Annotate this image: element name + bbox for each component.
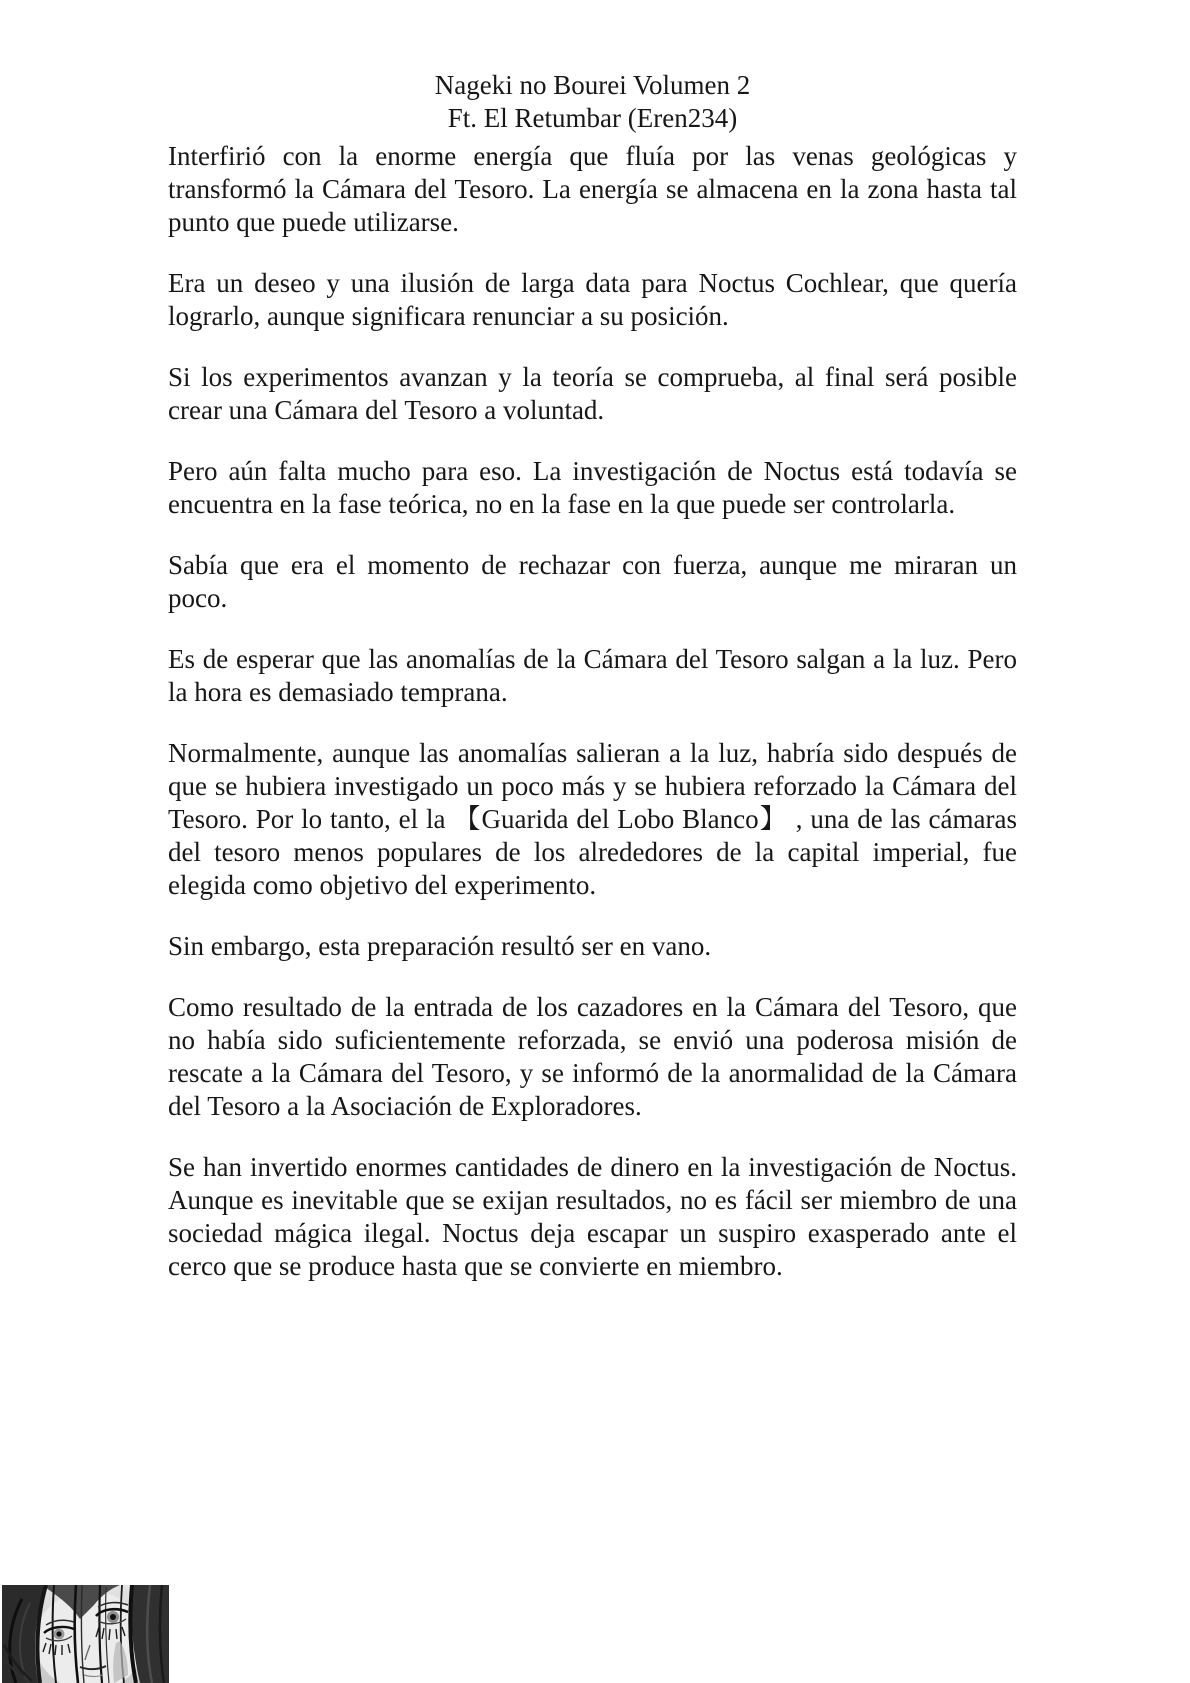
document-body: [168, 140, 1017, 1283]
paragraph-9: Como resultado de la entrada de los cazadores en la Cámara del Tesoro, que no había sido suficientemente reforzada, se envió una poderosa misión de rescate a la Cámara del Tesoro, y se informó de la anormalidad de la Cámara del Tesoro a la Asociación de Exploradores.: [168, 992, 1017, 1121]
manga-face-image: [2, 1585, 169, 1683]
text-block: [168, 69, 1017, 1283]
paragraph-4: Pero aún falta mucho para eso. La investigación de Noctus está todavía se encuentra en la fase teórica, no en la fase en la que puede ser controlarla.: [168, 456, 1017, 519]
paragraph-1: Interfirió con la enorme energía que fluía por las venas geológicas y transformó la Cámara del Tesoro. La energía se almacena en la zona hasta tal punto que puede utilizarse.: [168, 141, 1017, 237]
paragraph-2: Era un deseo y una ilusión de larga data para Noctus Cochlear, que quería lograrlo, aunque significara renunciar a su posición.: [168, 268, 1017, 331]
left-eye-pupil: [56, 1631, 61, 1636]
paragraph-3: Si los experimentos avanzan y la teoría se comprueba, al final será posible crear una Cámara del Tesoro a voluntad.: [168, 362, 1017, 425]
paragraph-5: Sabía que era el momento de rechazar con fuerza, aunque me miraran un poco.: [168, 550, 1017, 613]
paragraph-6: Es de esperar que las anomalías de la Cámara del Tesoro salgan a la luz. Pero la hora es demasiado temprana.: [168, 644, 1017, 707]
title-line-1: Nageki no Bourei Volumen 2: [434, 70, 751, 100]
title-line-2: Ft. El Retumbar (Eren234): [447, 103, 738, 133]
document-title: [168, 69, 1017, 135]
right-eye-pupil: [110, 1614, 116, 1620]
manga-face-illustration: [2, 1585, 169, 1683]
paragraph-7: Normalmente, aunque las anomalías salieran a la luz, habría sido después de que se hubiera investigado un poco más y se hubiera reforzado la Cámara del Tesoro. Por lo tanto, el la 【Guarida del Lobo Blanco】 , una de las cámaras del tesoro menos populares de los alrededores de la capital imperial, fue elegida como objetivo del experimento.: [168, 738, 1017, 900]
paragraph-8: Sin embargo, esta preparación resultó ser en vano.: [168, 931, 712, 961]
paragraph-10: Se han invertido enormes cantidades de dinero en la investigación de Noctus. Aunque es inevitable que se exijan resultados, no es fácil ser miembro de una sociedad mágica ilegal. Noctus deja escapar un suspiro exasperado ante el cerco que se produce hasta que se convierte en miembro.: [168, 1152, 1017, 1281]
